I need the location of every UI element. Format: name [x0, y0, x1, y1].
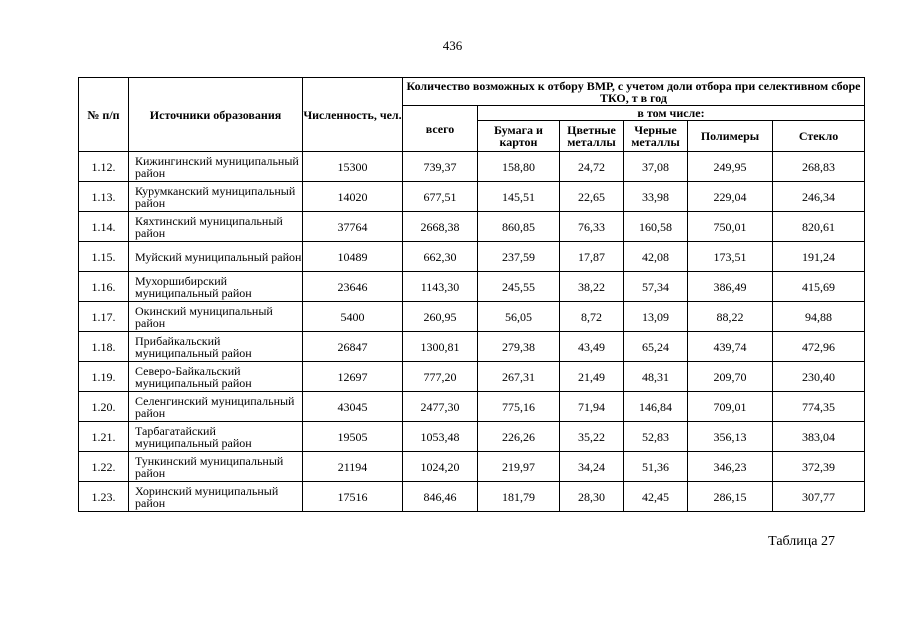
table-row [79, 182, 865, 212]
table-row [79, 482, 865, 512]
row-total-cell: 2668,38 [403, 212, 478, 242]
row-nonferrous-cell: 38,22 [560, 272, 624, 302]
row-source-cell: Курумканский муниципальный район [129, 182, 303, 212]
row-source-cell: Муйский муниципальный район [129, 242, 303, 272]
row-total-cell: 1300,81 [403, 332, 478, 362]
table-row [79, 422, 865, 452]
header-population: Численность, чел. [303, 78, 403, 152]
row-glass-cell: 246,34 [773, 182, 865, 212]
row-population-cell: 19505 [303, 422, 403, 452]
table-row [79, 242, 865, 272]
row-paper-cell: 245,55 [478, 272, 560, 302]
row-glass-cell: 383,04 [773, 422, 865, 452]
row-source-cell: Кижингинский муниципальный район [129, 152, 303, 182]
row-source-cell: Тункинский муниципальный район [129, 452, 303, 482]
row-polymers-cell: 249,95 [688, 152, 773, 182]
row-population-cell: 14020 [303, 182, 403, 212]
header-glass: Стекло [773, 121, 865, 152]
table-row [79, 152, 865, 182]
row-glass-cell: 774,35 [773, 392, 865, 422]
row-total-cell: 777,20 [403, 362, 478, 392]
row-polymers-cell: 209,70 [688, 362, 773, 392]
data-table [78, 77, 865, 512]
row-num-cell: 1.19. [79, 362, 129, 392]
row-ferrous-cell: 48,31 [624, 362, 688, 392]
row-paper-cell: 181,79 [478, 482, 560, 512]
row-glass-cell: 94,88 [773, 302, 865, 332]
row-glass-cell: 230,40 [773, 362, 865, 392]
row-ferrous-cell: 42,08 [624, 242, 688, 272]
row-glass-cell: 307,77 [773, 482, 865, 512]
row-paper-cell: 279,38 [478, 332, 560, 362]
row-nonferrous-cell: 17,87 [560, 242, 624, 272]
row-population-cell: 5400 [303, 302, 403, 332]
row-nonferrous-cell: 28,30 [560, 482, 624, 512]
row-num-cell: 1.13. [79, 182, 129, 212]
row-source-cell: Окинский муниципальный район [129, 302, 303, 332]
page-number: 436 [442, 38, 463, 53]
row-polymers-cell: 386,49 [688, 272, 773, 302]
table-row [79, 212, 865, 242]
row-population-cell: 43045 [303, 392, 403, 422]
row-glass-cell: 268,83 [773, 152, 865, 182]
row-num-cell: 1.23. [79, 482, 129, 512]
row-polymers-cell: 709,01 [688, 392, 773, 422]
row-nonferrous-cell: 34,24 [560, 452, 624, 482]
table-body [79, 152, 865, 512]
row-nonferrous-cell: 22,65 [560, 182, 624, 212]
table-row [79, 302, 865, 332]
table-row [79, 272, 865, 302]
row-paper-cell: 237,59 [478, 242, 560, 272]
row-glass-cell: 472,96 [773, 332, 865, 362]
row-num-cell: 1.20. [79, 392, 129, 422]
row-polymers-cell: 356,13 [688, 422, 773, 452]
row-num-cell: 1.18. [79, 332, 129, 362]
header-source: Источники образования [129, 78, 303, 152]
row-total-cell: 2477,30 [403, 392, 478, 422]
table-row [79, 332, 865, 362]
row-polymers-cell: 229,04 [688, 182, 773, 212]
table-caption: Таблица 27 [768, 534, 835, 549]
row-glass-cell: 415,69 [773, 272, 865, 302]
row-paper-cell: 56,05 [478, 302, 560, 332]
row-glass-cell: 820,61 [773, 212, 865, 242]
row-total-cell: 846,46 [403, 482, 478, 512]
row-nonferrous-cell: 21,49 [560, 362, 624, 392]
row-ferrous-cell: 160,58 [624, 212, 688, 242]
row-polymers-cell: 750,01 [688, 212, 773, 242]
row-nonferrous-cell: 71,94 [560, 392, 624, 422]
row-paper-cell: 158,80 [478, 152, 560, 182]
row-paper-cell: 267,31 [478, 362, 560, 392]
row-paper-cell: 145,51 [478, 182, 560, 212]
row-source-cell: Тарбагатайский муниципальный район [129, 422, 303, 452]
row-num-cell: 1.21. [79, 422, 129, 452]
row-ferrous-cell: 42,45 [624, 482, 688, 512]
row-ferrous-cell: 37,08 [624, 152, 688, 182]
row-total-cell: 662,30 [403, 242, 478, 272]
row-polymers-cell: 286,15 [688, 482, 773, 512]
row-num-cell: 1.12. [79, 152, 129, 182]
row-glass-cell: 191,24 [773, 242, 865, 272]
row-nonferrous-cell: 76,33 [560, 212, 624, 242]
row-num-cell: 1.22. [79, 452, 129, 482]
row-num-cell: 1.15. [79, 242, 129, 272]
row-source-cell: Прибайкальский муниципальный район [129, 332, 303, 362]
row-population-cell: 26847 [303, 332, 403, 362]
row-total-cell: 1143,30 [403, 272, 478, 302]
header-quantity: Количество возможных к отбору ВМР, с учетом доли отбора при селективном сборе ТКО, т в год [403, 78, 865, 106]
row-population-cell: 23646 [303, 272, 403, 302]
row-population-cell: 15300 [303, 152, 403, 182]
row-glass-cell: 372,39 [773, 452, 865, 482]
row-population-cell: 37764 [303, 212, 403, 242]
row-population-cell: 10489 [303, 242, 403, 272]
row-ferrous-cell: 51,36 [624, 452, 688, 482]
row-total-cell: 1024,20 [403, 452, 478, 482]
row-total-cell: 260,95 [403, 302, 478, 332]
row-nonferrous-cell: 35,22 [560, 422, 624, 452]
table-row [79, 362, 865, 392]
row-paper-cell: 775,16 [478, 392, 560, 422]
row-polymers-cell: 439,74 [688, 332, 773, 362]
row-total-cell: 1053,48 [403, 422, 478, 452]
table-row [79, 452, 865, 482]
row-num-cell: 1.14. [79, 212, 129, 242]
header-ferrous: Черные металлы [624, 121, 688, 152]
row-ferrous-cell: 65,24 [624, 332, 688, 362]
row-population-cell: 21194 [303, 452, 403, 482]
header-nonferrous: Цветные металлы [560, 121, 624, 152]
header-polymers: Полимеры [688, 121, 773, 152]
row-source-cell: Кяхтинский муниципальный район [129, 212, 303, 242]
row-ferrous-cell: 13,09 [624, 302, 688, 332]
row-ferrous-cell: 57,34 [624, 272, 688, 302]
row-ferrous-cell: 33,98 [624, 182, 688, 212]
row-paper-cell: 860,85 [478, 212, 560, 242]
row-nonferrous-cell: 8,72 [560, 302, 624, 332]
row-total-cell: 677,51 [403, 182, 478, 212]
row-nonferrous-cell: 43,49 [560, 332, 624, 362]
row-num-cell: 1.16. [79, 272, 129, 302]
row-paper-cell: 219,97 [478, 452, 560, 482]
row-ferrous-cell: 52,83 [624, 422, 688, 452]
row-num-cell: 1.17. [79, 302, 129, 332]
header-including: в том числе: [478, 106, 865, 121]
table-row [79, 392, 865, 422]
row-polymers-cell: 173,51 [688, 242, 773, 272]
header-num: № п/п [79, 78, 129, 152]
row-total-cell: 739,37 [403, 152, 478, 182]
row-polymers-cell: 88,22 [688, 302, 773, 332]
row-population-cell: 12697 [303, 362, 403, 392]
row-paper-cell: 226,26 [478, 422, 560, 452]
header-total: всего [403, 106, 478, 152]
row-nonferrous-cell: 24,72 [560, 152, 624, 182]
row-population-cell: 17516 [303, 482, 403, 512]
row-source-cell: Мухоршибирский муниципальный район [129, 272, 303, 302]
row-ferrous-cell: 146,84 [624, 392, 688, 422]
header-paper: Бумага и картон [478, 121, 560, 152]
row-source-cell: Хоринский муниципальный район [129, 482, 303, 512]
row-source-cell: Селенгинский муниципальный район [129, 392, 303, 422]
row-polymers-cell: 346,23 [688, 452, 773, 482]
row-source-cell: Северо-Байкальский муниципальный район [129, 362, 303, 392]
